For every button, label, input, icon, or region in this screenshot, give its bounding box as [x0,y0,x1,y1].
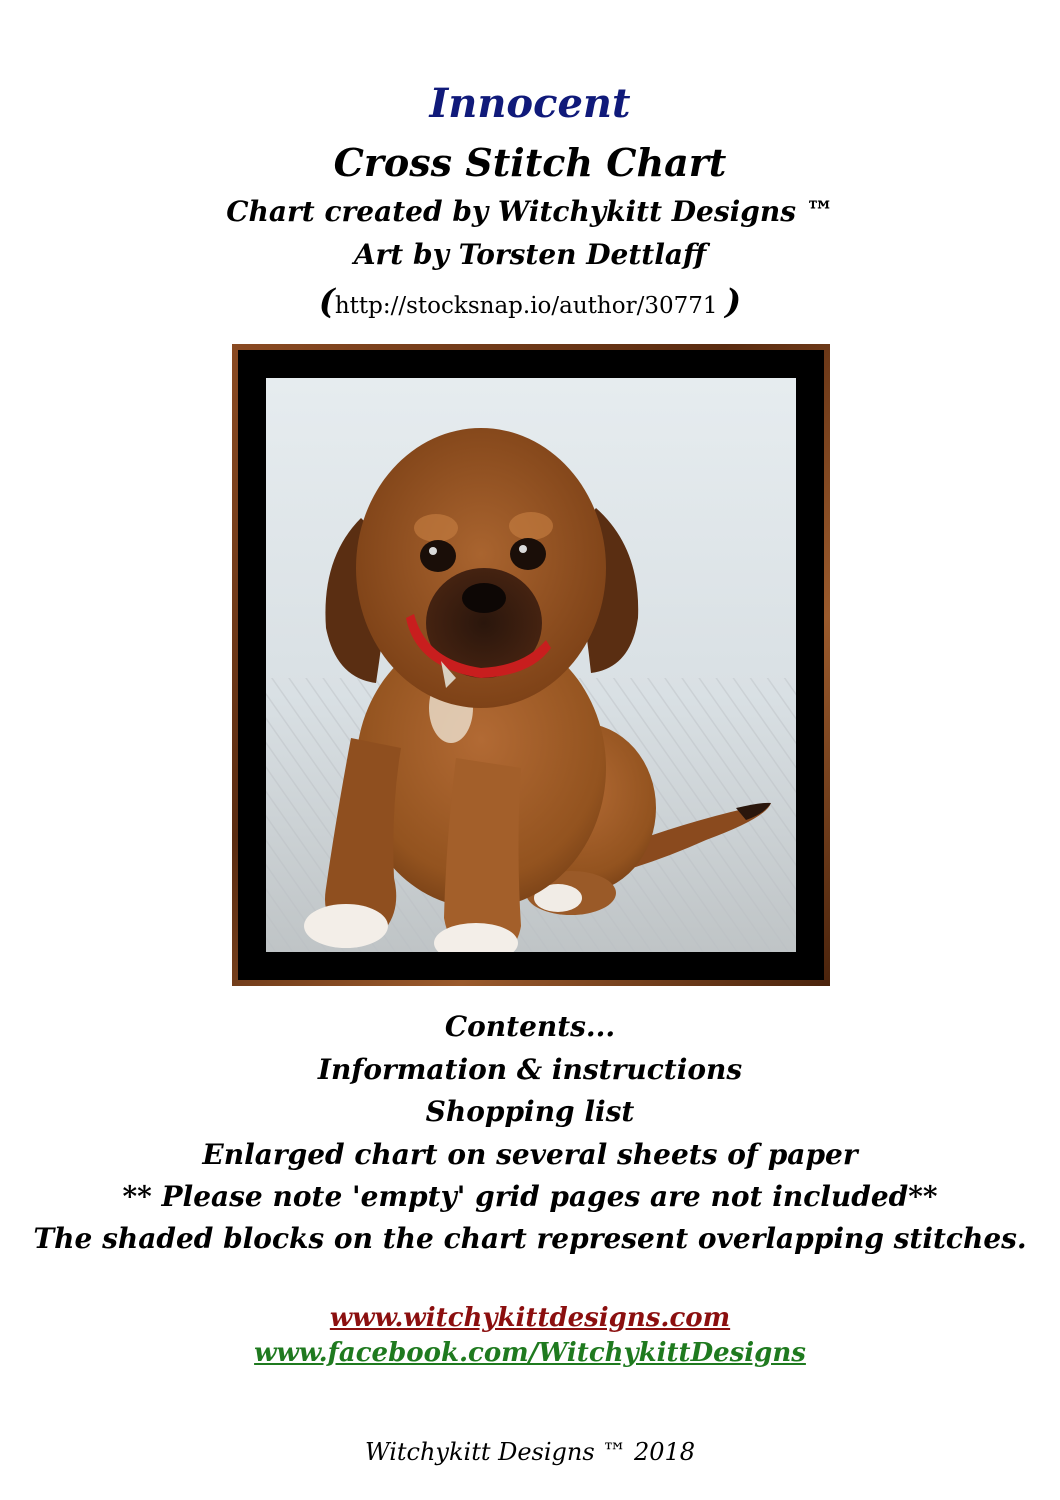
contents-heading: Contents... [444,1010,616,1043]
picture-frame [232,344,830,986]
puppy-illustration [266,378,796,952]
contents-item: Shopping list [425,1095,635,1128]
chart-subtitle: Cross Stitch Chart [333,140,727,185]
art-by-line: Art by Torsten Dettlaff [353,238,707,271]
copyright-footer: Witchykitt Designs ™ 2018 [364,1438,696,1466]
contents-item: The shaded blocks on the chart represent overlapping stitches. [33,1222,1027,1255]
close-paren: ) [725,282,742,322]
open-paren: ( [318,282,335,322]
facebook-link[interactable]: www.facebook.com/WitchykittDesigns [254,1338,806,1368]
contents-item: ** Please note 'empty' grid pages are not included** [122,1180,938,1213]
source-url-line [0,282,1060,322]
contents-item: Enlarged chart on several sheets of paper [202,1138,858,1171]
frame-mat [238,350,824,980]
chart-title: Innocent [429,80,631,127]
contents-item: Information & instructions [317,1053,743,1086]
source-url[interactable]: http://stocksnap.io/author/30771 [334,293,718,319]
puppy-picture [266,378,796,952]
website-link[interactable]: www.witchykittdesigns.com [329,1303,731,1333]
created-by-line: Chart created by Witchykitt Designs ™ [226,195,834,228]
